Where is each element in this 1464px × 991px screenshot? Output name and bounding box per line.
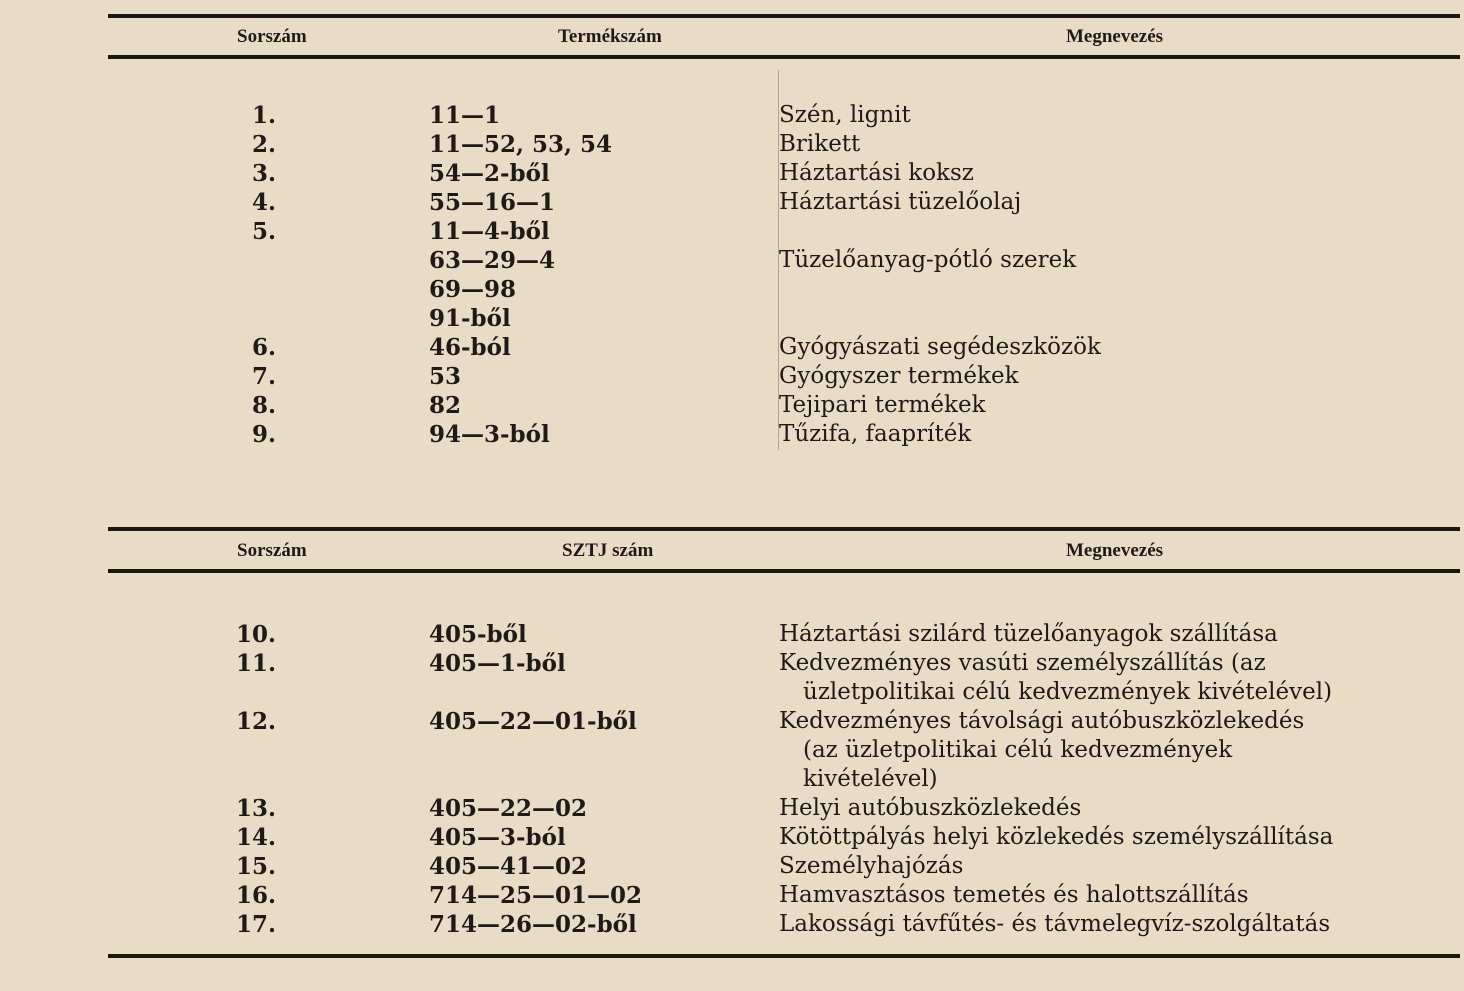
row-number: 17. — [235, 911, 276, 938]
item-name: Tüzelőanyag-pótló szerek — [779, 247, 1077, 273]
spacer — [276, 391, 429, 420]
item-name: Háztartási koksz — [779, 160, 974, 186]
spacer — [276, 420, 429, 449]
item-name: Gyógyszer termékek — [779, 363, 1019, 389]
spacer — [276, 794, 429, 823]
item-name: Gyógyászati segédeszközök — [779, 334, 1101, 360]
product-code — [429, 765, 779, 794]
row-number: 2. — [251, 131, 276, 158]
row-number: 13. — [235, 795, 276, 822]
table2-top-rule — [108, 527, 1460, 531]
row-number: 8. — [251, 392, 276, 419]
product-code: 94—3-ból — [429, 421, 550, 448]
product-code: 405—22—02 — [429, 795, 588, 822]
spacer — [276, 852, 429, 881]
spacer — [276, 362, 429, 391]
row-number: 5. — [251, 218, 276, 245]
table-row — [108, 391, 1460, 420]
spacer — [276, 304, 429, 333]
header-bottom-rule — [108, 55, 1460, 59]
table-row — [108, 130, 1460, 159]
table-row — [108, 333, 1460, 362]
item-name: Brikett — [779, 131, 861, 157]
table-row — [108, 362, 1460, 391]
product-code: 405—41—02 — [429, 853, 588, 880]
product-code: 11—52, 53, 54 — [429, 131, 613, 158]
row-number — [108, 678, 276, 707]
product-code: 405—3-ból — [429, 824, 566, 851]
row-number: 14. — [235, 824, 276, 851]
row-number — [108, 765, 276, 794]
table-row — [108, 246, 1460, 275]
row-number — [108, 275, 276, 304]
product-code: 46-ból — [429, 334, 511, 361]
row-number: 7. — [251, 363, 276, 390]
header-termekszam: Termékszám — [558, 26, 662, 47]
row-number: 4. — [251, 189, 276, 216]
product-code: 714—25—01—02 — [429, 882, 643, 909]
product-code: 63—29—4 — [429, 247, 556, 274]
product-code: 405-ből — [429, 621, 527, 648]
table-row — [108, 707, 1460, 736]
header2-sztj-szam: SZTJ szám — [562, 540, 654, 561]
spacer — [276, 823, 429, 852]
row-number: 3. — [251, 160, 276, 187]
table-row — [108, 159, 1460, 188]
product-code: 69—98 — [429, 276, 517, 303]
item-name: Szén, lignit — [779, 102, 911, 128]
row-number — [108, 736, 276, 765]
table-row — [108, 304, 1460, 333]
row-number: 1. — [251, 102, 276, 129]
header-megnevezes: Megnevezés — [1066, 26, 1164, 47]
table-row — [108, 823, 1460, 852]
product-code — [429, 736, 779, 765]
row-number: 10. — [235, 621, 276, 648]
spacer — [276, 246, 429, 275]
product-code: 82 — [429, 392, 462, 419]
product-code — [429, 678, 779, 707]
spacer — [276, 620, 429, 649]
row-number: 9. — [251, 421, 276, 448]
product-code: 11—4-ből — [429, 218, 550, 245]
table-row — [108, 649, 1460, 678]
table2-header-bottom-rule — [108, 569, 1460, 573]
spacer — [276, 649, 429, 678]
row-number: 11. — [235, 650, 276, 677]
spacer — [276, 333, 429, 362]
item-name: kivételével) — [803, 766, 938, 792]
item-name: Kötöttpályás helyi közlekedés személyszállítása — [779, 824, 1334, 850]
table-row — [108, 188, 1460, 217]
header2-megnevezes: Megnevezés — [1066, 540, 1164, 561]
item-name: Tejipari termékek — [779, 392, 986, 418]
item-name: Tűzifa, faapríték — [779, 421, 972, 447]
item-name: (az üzletpolitikai célú kedvezmények — [803, 737, 1233, 763]
row-number: 12. — [235, 708, 276, 735]
table-row — [108, 881, 1460, 910]
item-name: Hamvasztásos temetés és halottszállítás — [779, 882, 1249, 908]
spacer — [276, 188, 429, 217]
item-name: Kedvezményes távolsági autóbuszközlekedés — [779, 708, 1305, 734]
spacer — [276, 736, 429, 765]
table-row — [108, 217, 1460, 246]
item-name: Háztartási szilárd tüzelőanyagok szállítása — [779, 621, 1278, 647]
table-row — [108, 736, 1460, 765]
spacer — [276, 910, 429, 939]
product-code: 405—1-ből — [429, 650, 566, 677]
spacer — [276, 678, 429, 707]
bottom-rule — [108, 954, 1460, 958]
row-number: 6. — [251, 334, 276, 361]
product-code: 405—22—01-ből — [429, 708, 637, 735]
item-name: Helyi autóbuszközlekedés — [779, 795, 1082, 821]
row-number — [108, 304, 276, 333]
service-table — [108, 620, 1460, 939]
item-name: Lakossági távfűtés- és távmelegvíz-szolgáltatás — [779, 911, 1331, 937]
table-row — [108, 275, 1460, 304]
product-code: 91-ből — [429, 305, 511, 332]
table-row — [108, 794, 1460, 823]
item-name — [779, 217, 1460, 246]
product-code: 53 — [429, 363, 462, 390]
spacer — [276, 159, 429, 188]
table-row — [108, 852, 1460, 881]
spacer — [276, 130, 429, 159]
product-table — [108, 101, 1460, 449]
table-row — [108, 620, 1460, 649]
header2-sorszam: Sorszám — [237, 540, 307, 561]
header-sorszam: Sorszám — [237, 26, 307, 47]
table-row — [108, 910, 1460, 939]
item-name: Kedvezményes vasúti személyszállítás (az — [779, 650, 1266, 676]
table-row — [108, 420, 1460, 449]
table-row — [108, 765, 1460, 794]
product-code: 54—2-ből — [429, 160, 550, 187]
product-code: 55—16—1 — [429, 189, 556, 216]
spacer — [276, 765, 429, 794]
item-name — [779, 275, 1460, 304]
product-code: 714—26—02-ből — [429, 911, 637, 938]
item-name: Háztartási tüzelőolaj — [779, 189, 1022, 215]
item-name: Személyhajózás — [779, 853, 964, 879]
item-name: üzletpolitikai célú kedvezmények kivételével) — [803, 679, 1333, 705]
item-name — [779, 304, 1460, 333]
spacer — [276, 707, 429, 736]
table-row — [108, 101, 1460, 130]
spacer — [276, 101, 429, 130]
spacer — [276, 217, 429, 246]
row-number: 16. — [235, 882, 276, 909]
row-number: 15. — [235, 853, 276, 880]
row-number — [108, 246, 276, 275]
spacer — [276, 881, 429, 910]
spacer — [276, 275, 429, 304]
product-code: 11—1 — [429, 102, 501, 129]
table-row — [108, 678, 1460, 707]
top-rule — [108, 14, 1460, 18]
